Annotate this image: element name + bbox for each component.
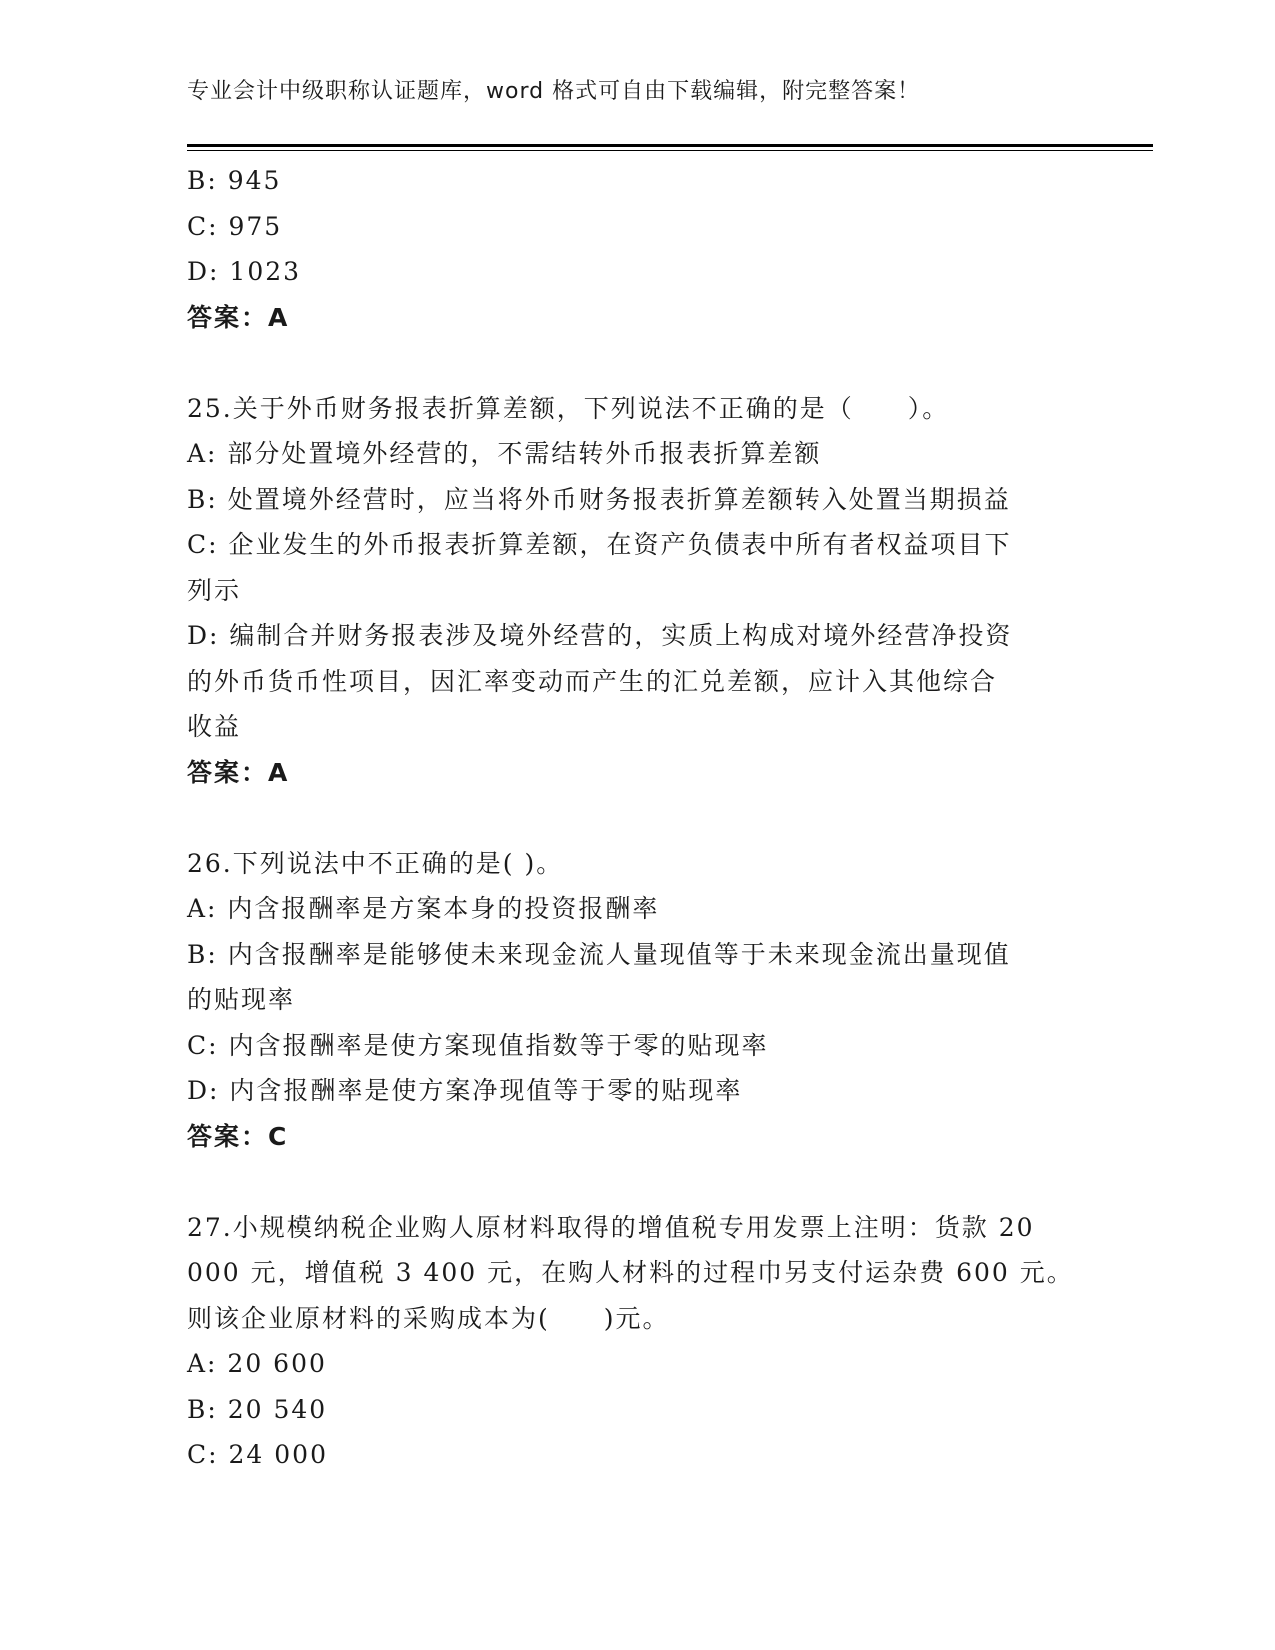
- option-b: B: 945: [187, 166, 282, 195]
- page-header: 专业会计中级职称认证题库，word 格式可自由下载编辑，附完整答案！: [187, 79, 921, 104]
- option-b: B: 内含报酬率是能够使未来现金流人量现值等于未来现金流出量现值: [187, 939, 1011, 969]
- option-d-cont: 收益: [187, 712, 242, 741]
- option-b: B: 20 540: [187, 1394, 328, 1424]
- option-c: C: 内含报酬率是使方案现值指数等于零的贴现率: [187, 1030, 769, 1060]
- option-a: A: 部分处置境外经营的，不需结转外币报表折算差额: [187, 439, 822, 468]
- option-b-cont: 的贴现率: [187, 985, 296, 1014]
- question-stem: 27.小规模纳税企业购人原材料取得的增值税专用发票上注明：货款 20: [187, 1212, 1035, 1242]
- option-b: B: 处置境外经营时，应当将外币财务报表折算差额转入处置当期损益: [187, 484, 1011, 514]
- answer: 答案：A: [187, 302, 290, 332]
- header-rule-thin: [187, 150, 1153, 151]
- option-c: C: 975: [187, 211, 283, 241]
- question-content: [187, 158, 1097, 1478]
- answer: 答案：A: [187, 757, 290, 787]
- option-d: D: 内含报酬率是使方案净现值等于零的贴现率: [187, 1076, 743, 1105]
- option-c: C: 企业发生的外币报表折算差额，在资产负债表中所有者权益项目下: [187, 530, 1012, 559]
- question-stem-cont: 000 元，增值税 3 400 元，在购人材料的过程巾另支付运杂费 600 元。: [187, 1258, 1074, 1287]
- spacer: [187, 1159, 1097, 1205]
- option-d: D: 1023: [187, 257, 302, 286]
- header-rule: [187, 144, 1153, 147]
- option-a: A: 20 600: [187, 1349, 327, 1378]
- question-stem-cont: 则该企业原材料的采购成本为( )元。: [187, 1303, 670, 1333]
- option-c: C: 24 000: [187, 1440, 328, 1469]
- option-a: A: 内含报酬率是方案本身的投资报酬率: [187, 894, 660, 923]
- option-d: D: 编制合并财务报表涉及境外经营的，实质上构成对境外经营净投资: [187, 621, 1013, 650]
- spacer: [187, 340, 1097, 386]
- option-c-cont: 列示: [187, 575, 242, 605]
- question-stem: 25.关于外币财务报表折算差额，下列说法不正确的是（ ）。: [187, 393, 950, 423]
- question-stem: 26.下列说法中不正确的是( )。: [187, 848, 564, 878]
- answer: 答案：C: [187, 1121, 289, 1151]
- option-d-cont: 的外币货币性项目，因汇率变动而产生的汇兑差额，应计入其他综合: [187, 666, 998, 696]
- spacer: [187, 795, 1097, 841]
